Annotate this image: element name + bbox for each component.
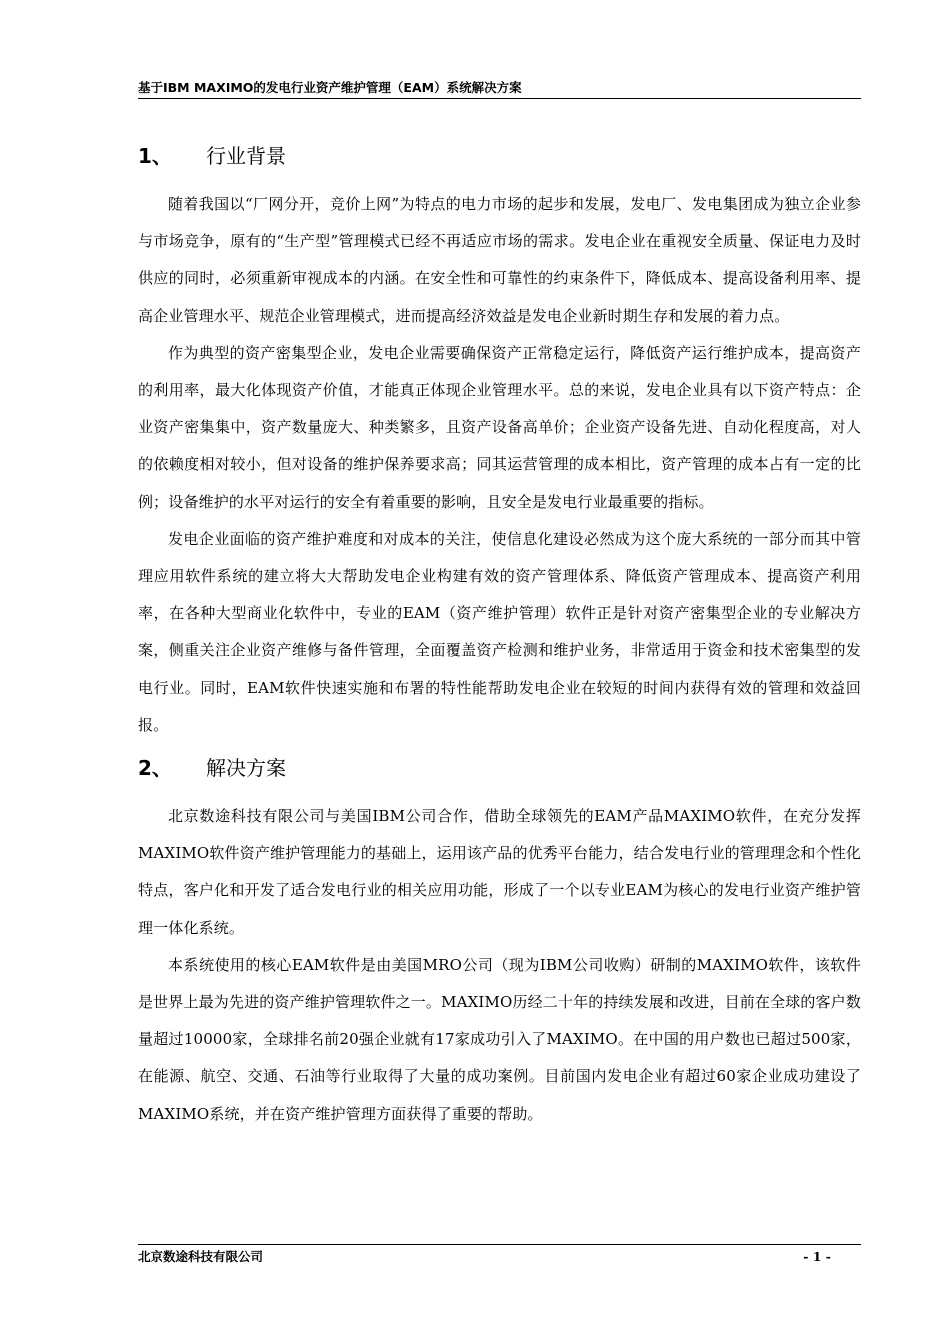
section-heading-solution (138, 752, 861, 784)
paragraph: 发电企业面临的资产维护难度和对成本的关注，使信息化建设必然成为这个庞大系统的一部分而其中管理应用软件系统的建立将大大帮助发电企业构建有效的资产管理体系、降低资产管理成本、提高资产利用率，在各种大型商业化软件中，专业的EAM（资产维护管理）软件正是针对资产密集型企业的专业解决方案，侧重关注企业资产维修与备件管理，全面覆盖资产检测和维护业务，非常适用于资金和技术密集型的发电行业。同时，EAM软件快速实施和布署的特性能帮助发电企业在较短的时间内获得有效的管理和效益回报。 (138, 529, 861, 734)
footer-company: 北京数途科技有限公司 (138, 1249, 264, 1264)
footer-rule (138, 1244, 861, 1245)
section-title: 解决方案 (206, 756, 286, 781)
page-number: - 1 - (803, 1249, 831, 1264)
paragraph: 随着我国以“厂网分开，竞价上网”为特点的电力市场的起步和发展，发电厂、发电集团成为独立企业参与市场竞争，原有的“生产型”管理模式已经不再适应市场的需求。发电企业在重视安全质量、保证电力及时供应的同时，必须重新审视成本的内涵。在安全性和可靠性的约束条件下，降低成本、提高设备利用率、提高企业管理水平、规范企业管理模式，进而提高经济效益是发电企业新时期生存和发展的着力点。 (138, 195, 861, 325)
section-number: 2、 (138, 756, 172, 781)
header-rule (138, 98, 861, 99)
section-title: 行业背景 (206, 144, 286, 168)
paragraph: 北京数途科技有限公司与美国IBM公司合作，借助全球领先的EAM产品MAXIMO软件，在充分发挥MAXIMO软件资产维护管理能力的基础上，运用该产品的优秀平台能力，结合发电行业的管理理念和个性化特点，客户化和开发了适合发电行业的相关应用功能，形成了一个以专业EAM为核心的发电行业资产维护管理一体化系统。 (138, 807, 861, 937)
page-body (138, 140, 861, 1133)
running-header: 基于IBM MAXIMO的发电行业资产维护管理（EAM）系统解决方案 (138, 80, 522, 95)
section-heading-industry-background (138, 140, 861, 172)
section-number: 1、 (138, 144, 172, 168)
paragraph: 本系统使用的核心EAM软件是由美国MRO公司（现为IBM公司收购）研制的MAXIMO软件，该软件是世界上最为先进的资产维护管理软件之一。MAXIMO历经二十年的持续发展和改进，目前在全球的客户数量超过10000家，全球排名前20强企业就有17家成功引入了MAXIMO。在中国的用户数也已超过500家，在能源、航空、交通、石油等行业取得了大量的成功案例。目前国内发电企业有超过60家企业成功建设了MAXIMO系统，并在资产维护管理方面获得了重要的帮助。 (138, 955, 861, 1123)
running-footer (138, 1247, 861, 1269)
paragraph: 作为典型的资产密集型企业，发电企业需要确保资产正常稳定运行，降低资产运行维护成本，提高资产的利用率，最大化体现资产价值，才能真正体现企业管理水平。总的来说，发电企业具有以下资产特点：企业资产密集集中，资产数量庞大、种类繁多，且资产设备高单价；企业资产设备先进、自动化程度高，对人的依赖度相对较小，但对设备的维护保养要求高；同其运营管理的成本相比，资产管理的成本占有一定的比例；设备维护的水平对运行的安全有着重要的影响，且安全是发电行业最重要的指标。 (138, 343, 861, 511)
